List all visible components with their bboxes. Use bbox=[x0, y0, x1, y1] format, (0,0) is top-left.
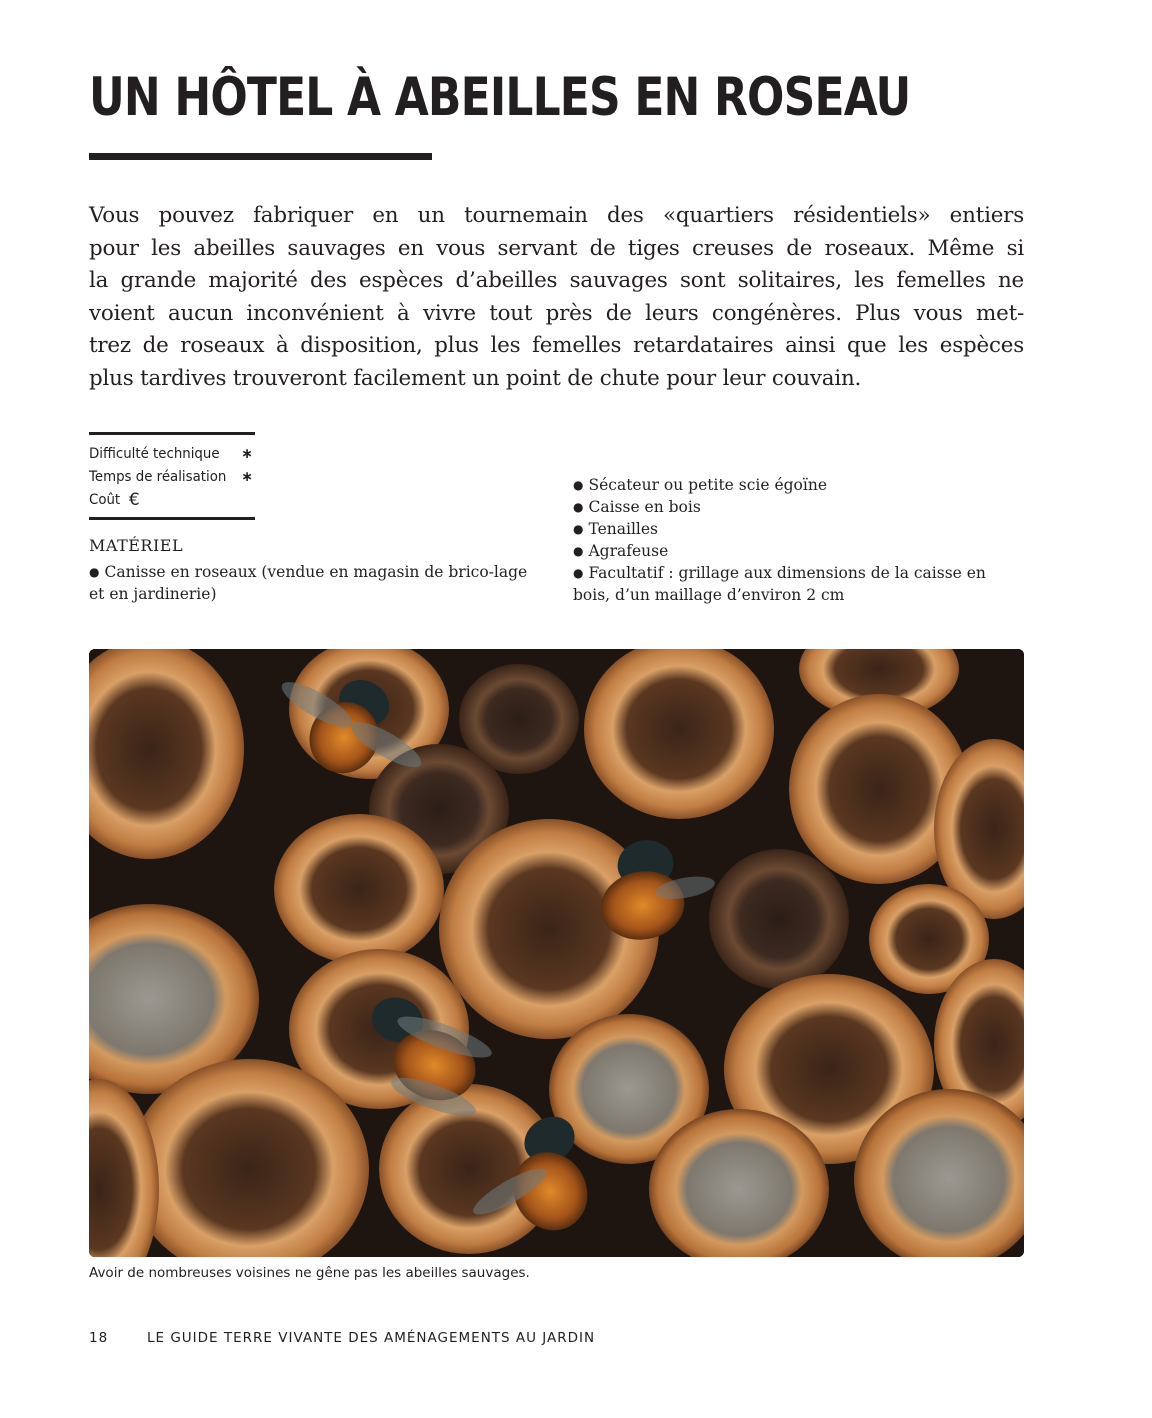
list-item bbox=[573, 540, 1025, 562]
list-item bbox=[573, 518, 1025, 540]
title-underline bbox=[89, 153, 432, 160]
asterisk-icon: ∗ bbox=[241, 468, 253, 485]
list-item bbox=[573, 562, 1025, 606]
bullet-icon: ● bbox=[573, 544, 584, 558]
list-item-text: Tenailles bbox=[588, 520, 659, 538]
page-number: 18 bbox=[89, 1330, 109, 1346]
page-footer bbox=[89, 1330, 595, 1346]
spec-label: Temps de réalisation bbox=[89, 468, 227, 485]
intro-line: trez de roseaux à disposition, plus les femelles retardataires ainsi que les espèces bbox=[89, 333, 1024, 358]
intro-line: pour les abeilles sauvages en vous servant de tiges creuses de roseaux. Même si bbox=[89, 235, 1024, 261]
list-item-text: Facultatif : grillage aux dimensions de la caisse en bois, d’un maillage d’environ 2 cm bbox=[573, 564, 986, 604]
reed-bee-hotel-illustration bbox=[89, 649, 1024, 1257]
list-item-text: Sécateur ou petite scie égoïne bbox=[588, 476, 828, 494]
list-item-text: Caisse en bois bbox=[588, 498, 701, 516]
euro-icon: € bbox=[128, 489, 140, 510]
photo-caption: Avoir de nombreuses voisines ne gêne pas les abeilles sauvages. bbox=[89, 1265, 530, 1281]
bullet-icon: ● bbox=[573, 478, 584, 492]
material-list-right bbox=[573, 474, 1025, 606]
material-heading: MATÉRIEL bbox=[89, 536, 184, 555]
intro-line: plus tardives trouveront facilement un point de chute pour leur couvain. bbox=[89, 365, 862, 391]
bullet-icon: ● bbox=[573, 522, 584, 536]
intro-line: voient aucun inconvénient à vivre tout près de leurs congénères. Plus vous met- bbox=[89, 300, 1024, 326]
spec-label: Coût bbox=[89, 491, 121, 508]
list-item-text: Agrafeuse bbox=[588, 542, 669, 560]
spec-label: Difficulté technique bbox=[89, 445, 220, 462]
page-title: UN HÔTEL À ABEILLES EN ROSEAU bbox=[89, 67, 911, 128]
bullet-icon: ● bbox=[573, 566, 584, 580]
asterisk-icon: ∗ bbox=[241, 445, 253, 462]
intro-line: la grande majorité des espèces d’abeilles sauvages sont solitaires, les femelles ne bbox=[89, 268, 1024, 293]
material-list-left bbox=[89, 561, 529, 605]
list-item bbox=[573, 496, 1025, 518]
running-title: LE GUIDE TERRE VIVANTE DES AMÉNAGEMENTS AU JARDIN bbox=[147, 1330, 596, 1346]
list-item bbox=[573, 474, 1025, 496]
intro-paragraph bbox=[89, 200, 1024, 395]
project-specs-box bbox=[89, 432, 255, 520]
spec-time bbox=[89, 465, 255, 488]
spec-difficulty bbox=[89, 442, 255, 465]
intro-line: Vous pouvez fabriquer en un tournemain des «quartiers résidentiels» entiers bbox=[89, 203, 1024, 228]
spec-cost bbox=[89, 488, 255, 511]
bee-hotel-photo bbox=[89, 649, 1024, 1257]
list-item bbox=[89, 561, 529, 605]
bullet-icon: ● bbox=[89, 565, 100, 579]
bullet-icon: ● bbox=[573, 500, 584, 514]
list-item-text: Canisse en roseaux (vendue en magasin de brico-lage et en jardinerie) bbox=[89, 563, 528, 603]
